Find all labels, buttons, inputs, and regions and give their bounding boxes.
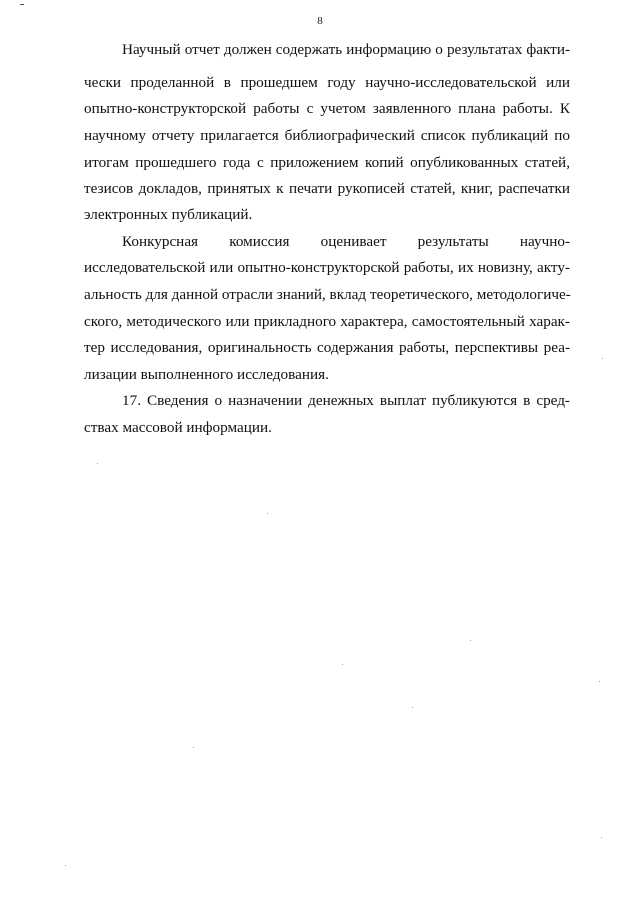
page-number: 8 xyxy=(317,15,323,27)
paragraph-1-line-1: Научный отчет должен содержать информацию о результатах факти- xyxy=(122,41,570,58)
paragraph-3-line-1: 17. Сведения о назначении денежных выплат публикуются в сред- xyxy=(122,392,570,409)
paragraph-1-line-2: чески проделанной в прошедшем году научно-исследовательской или xyxy=(84,74,570,91)
paragraph-1-line-7: электронных публикаций. xyxy=(84,206,253,223)
scan-speck xyxy=(193,747,194,748)
scan-speck xyxy=(601,837,602,838)
paragraph-2-line-4: ского, методического или прикладного характера, самостоятельный харак- xyxy=(84,313,570,330)
scan-speck xyxy=(97,463,98,464)
paragraph-2-line-6: лизации выполненного исследования. xyxy=(84,366,329,383)
paragraph-2-line-3: альность для данной отрасли знаний, вклад теоретического, методологиче- xyxy=(84,286,571,303)
paragraph-3-line-2: ствах массовой информации. xyxy=(84,419,272,436)
paragraph-2-line-5: тер исследования, оригинальность содержания работы, перспективы реа- xyxy=(84,339,570,356)
paragraph-1-line-5: итогам прошедшего года с приложением копий опубликованных статей, xyxy=(84,154,570,171)
paragraph-1-line-3: опытно-конструкторской работы с учетом заявленного плана работы. К xyxy=(84,100,570,117)
scan-speck xyxy=(412,707,413,708)
paragraph-2-line-1: Конкурсная комиссия оценивает результаты научно- xyxy=(122,233,570,250)
scan-speck xyxy=(470,640,471,641)
paragraph-2-line-2: исследовательской или опытно-конструкторской работы, их новизну, акту- xyxy=(84,259,570,276)
scan-speck xyxy=(65,865,66,866)
paragraph-1-line-4: научному отчету прилагается библиографический список публикаций по xyxy=(84,127,570,144)
scan-speck xyxy=(602,358,603,359)
scan-speck xyxy=(342,664,343,665)
scan-speck xyxy=(599,681,600,682)
scan-speck xyxy=(20,4,24,5)
paragraph-1-line-6: тезисов докладов, принятых к печати рукописей статей, книг, распечатки xyxy=(84,180,570,197)
scan-speck xyxy=(267,513,268,514)
